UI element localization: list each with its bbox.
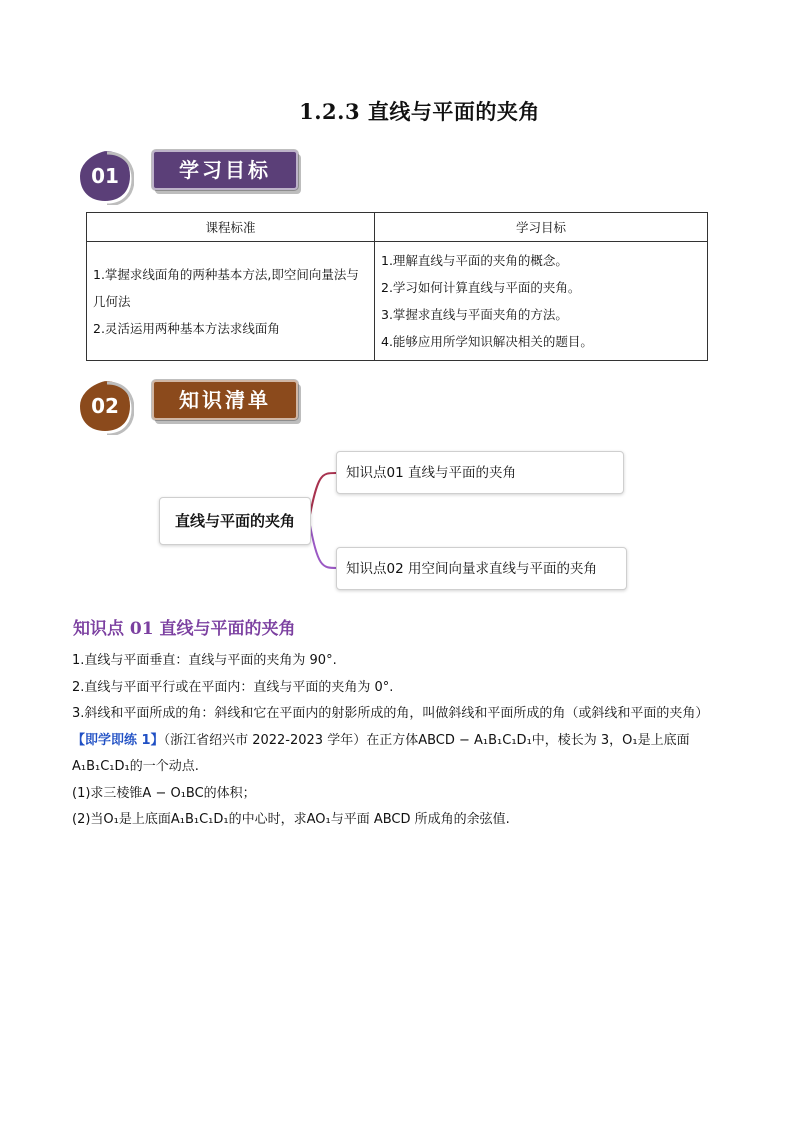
practice-tag: 【即学即练 1】	[72, 732, 164, 748]
section-header-knowledge	[76, 377, 306, 437]
goals-table	[86, 212, 708, 361]
learning-goal-cell	[375, 242, 708, 361]
paragraph: 1.直线与平面垂直：直线与平面的夹角为 90°.	[72, 653, 337, 668]
page-title: 1.2.3 直线与平面的夹角	[299, 99, 540, 124]
list-item: 1.理解直线与平面的夹角的概念。	[381, 253, 568, 268]
connector-line	[309, 473, 337, 520]
practice-text: （浙江省绍兴市 2022-2023 学年）在正方体ABCD − A₁B₁C₁D₁中，棱长为 3，O₁是上底面A₁B₁C₁D₁的一个动点.	[72, 732, 690, 774]
list-item: 3.掌握求直线与平面夹角的方法。	[381, 307, 568, 322]
section-label: 知识清单	[152, 380, 298, 420]
table-header-row	[87, 213, 708, 242]
question: (2)当O₁是上底面A₁B₁C₁D₁的中心时，求AO₁与平面 ABCD 所成角的余弦值.	[72, 812, 510, 827]
connector-line	[309, 520, 337, 568]
list-item: 2.学习如何计算直线与平面的夹角。	[381, 280, 581, 295]
table-header: 课程标准	[87, 213, 375, 242]
table-row	[87, 242, 708, 361]
table-header: 学习目标	[375, 213, 708, 242]
knowledge-point-title: 知识点 01 直线与平面的夹角	[73, 619, 296, 639]
practice-paragraph	[72, 728, 732, 781]
list-item: 1.掌握求线面角的两种基本方法,即空间向量法与几何法	[93, 266, 359, 309]
mindmap-root: 直线与平面的夹角	[159, 497, 311, 545]
paragraph: 3.斜线和平面所成的角：斜线和它在平面内的射影所成的角，叫做斜线和平面所成的角（或斜线和平面的夹角）	[72, 706, 709, 721]
section-number-badge	[76, 377, 134, 435]
question: (1)求三棱锥A − O₁BC的体积；	[72, 785, 256, 801]
section-number-badge	[76, 147, 134, 205]
paragraph: 2.直线与平面平行或在平面内：直线与平面的夹角为 0°.	[72, 679, 394, 695]
section-number: 01	[91, 164, 119, 188]
mindmap-node: 知识点02 用空间向量求直线与平面的夹角	[336, 547, 627, 590]
section-number: 02	[91, 394, 119, 418]
mindmap-node: 知识点01 直线与平面的夹角	[336, 451, 624, 494]
section-label: 学习目标	[152, 150, 298, 190]
course-standard-cell	[87, 242, 375, 361]
knowledge-point-body	[72, 648, 732, 834]
list-item: 4.能够应用所学知识解决相关的题目。	[381, 334, 593, 349]
list-item: 2.灵活运用两种基本方法求线面角	[93, 320, 280, 336]
section-header-goals	[76, 147, 306, 207]
